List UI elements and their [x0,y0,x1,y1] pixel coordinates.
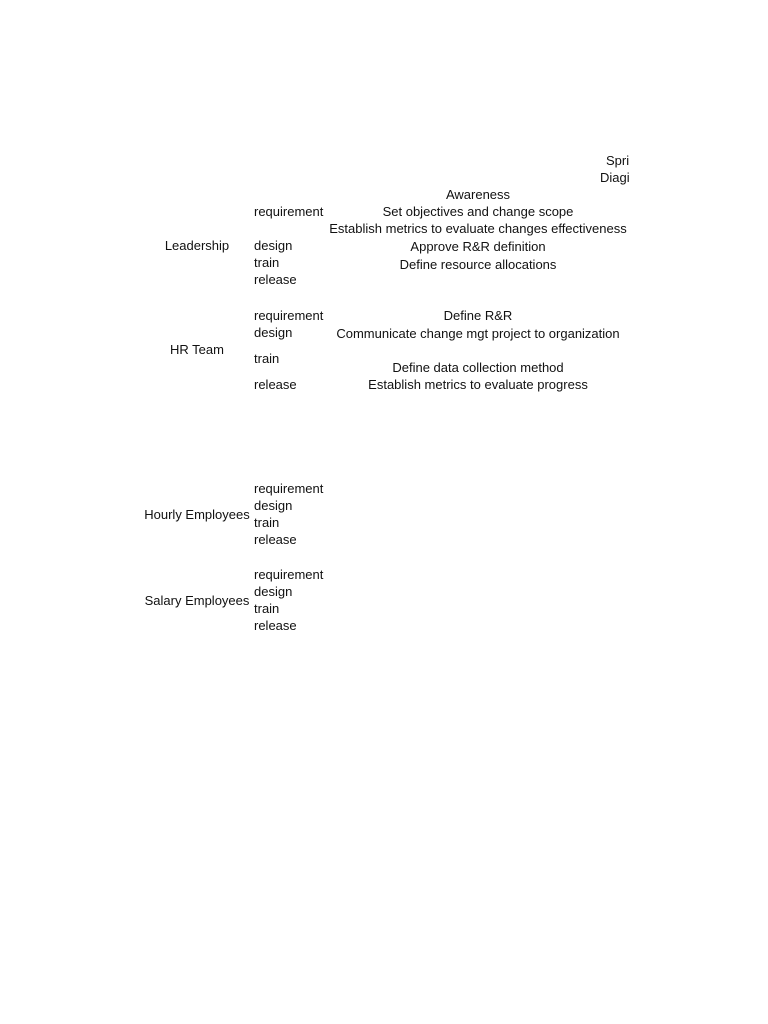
phase-requirement: requirement [254,308,324,323]
phase-requirement: requirement [254,204,324,219]
phase-requirement: requirement [254,481,324,496]
group-label: HR Team [170,342,224,357]
group-label: Salary Employees [144,593,250,608]
phase-design: design [254,498,293,513]
task-cell: Set objectives and change scope [382,204,574,219]
task-cell: Communicate change mgt project to organization [336,326,620,341]
phase-requirement: requirement [254,567,324,582]
task-cell: Establish metrics to evaluate progress [368,377,588,392]
task-cell: Establish metrics to evaluate changes effectiveness [329,221,627,236]
phase-design: design [254,325,293,340]
phase-release: release [254,532,297,547]
task-cell: Approve R&R definition [410,239,546,254]
phase-train: train [254,601,280,616]
task-cell: Awareness [445,187,511,202]
task-cell: Define resource allocations [399,257,557,272]
task-cell: Define data collection method [392,360,564,375]
task-cell: Define R&R [443,308,513,323]
header-line-1: Spri [606,153,630,168]
phase-train: train [254,515,280,530]
phase-release: release [254,377,297,392]
phase-train: train [254,351,280,366]
phase-release: release [254,618,297,633]
group-label: Hourly Employees [144,507,250,522]
header-clip [0,150,630,190]
phase-design: design [254,238,293,253]
phase-train: train [254,255,280,270]
group-label: Leadership [164,238,230,253]
phase-release: release [254,272,297,287]
header-line-2: Diagi [600,170,630,185]
phase-design: design [254,584,293,599]
